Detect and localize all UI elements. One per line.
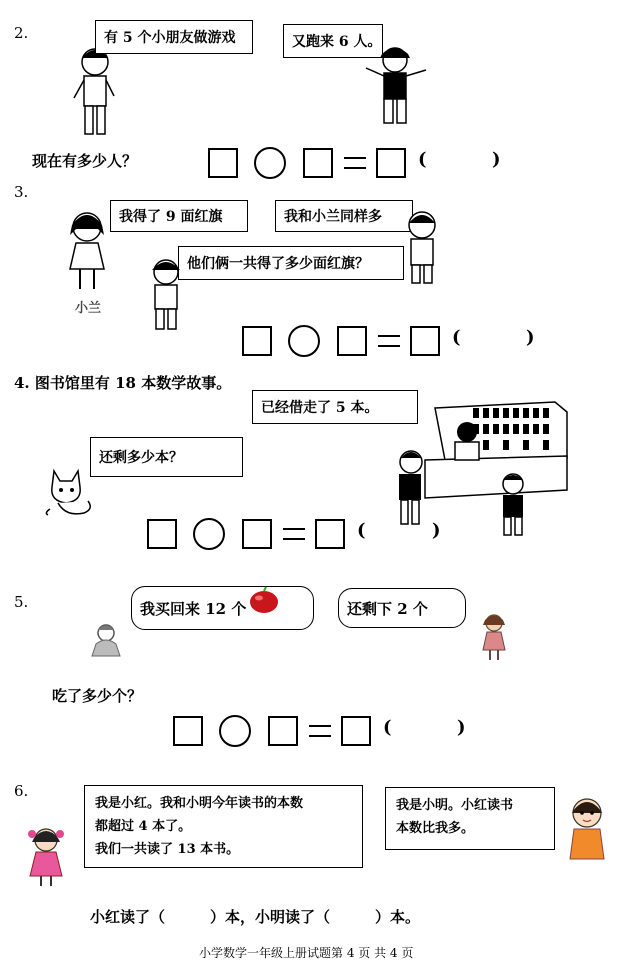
speech-bubble-right: 又跑来 6 人。 [283,24,383,58]
boy-figure-icon [70,40,120,140]
operator-circle[interactable] [288,325,320,357]
boy-figure-icon [144,254,188,332]
bubble-line: 我们一共读了 13 本书。 [95,842,240,857]
girl-figure-icon [62,205,112,293]
close-paren: ) [457,717,466,738]
bubble-line: 都超过 4 本了。 [95,819,192,834]
answer-box[interactable] [147,519,177,549]
speech-bubble-right: 还剩下 2 个 [338,588,466,628]
speech-bubble-center: 他们俩一共得了多少面红旗？ [178,246,404,280]
answer-box[interactable] [268,716,298,746]
equals-sign [309,725,331,737]
answer-box[interactable] [303,148,333,178]
equals-sign [344,157,366,169]
problem-5-number: 5. [14,593,29,611]
cat-icon [42,463,98,518]
close-paren: ) [526,327,535,348]
page-footer: 小学数学一年级上册试题第 4 页 共 4 页 [199,946,414,960]
answer-box[interactable] [315,519,345,549]
answer-box[interactable] [242,326,272,356]
close-paren: ) [492,149,501,170]
answer-box[interactable] [410,326,440,356]
problem-4-text: 4. 图书馆里有 18 本数学故事。 [14,374,232,392]
answer-box[interactable] [173,716,203,746]
boy-figure-icon [400,205,444,285]
apple-icon [248,586,280,614]
library-counter-icon [385,398,571,538]
problem-6-number: 6. [14,782,29,800]
speech-bubble-left: 有 5 个小朋友做游戏 [95,20,253,54]
boy-figure-icon [564,793,610,863]
girl-figure-icon [478,612,510,662]
bubble-text: 我买回来 12 个 [140,599,247,618]
answer-box[interactable] [208,148,238,178]
speech-bubble-left [84,785,363,868]
operator-circle[interactable] [254,147,286,179]
question-text: 吃了多少个？ [52,687,143,705]
open-paren: ( [383,717,392,738]
bubble-line: 我是小明。小红读书 [396,798,514,813]
answer-box[interactable] [242,519,272,549]
operator-circle[interactable] [193,518,225,550]
speech-bubble-right: 我和小兰同样多 [275,200,413,232]
bubble-line: 本数比我多。 [396,821,475,836]
boy-running-icon [360,40,430,132]
speech-bubble-right [385,787,555,850]
speech-bubble-left [131,586,314,630]
girl-figure-icon [26,824,66,888]
speech-bubble-left: 还剩多少本？ [90,437,243,477]
speech-bubble-left: 我得了 9 面红旗 [110,200,248,232]
answer-sentence: 小红读了（ ）本，小明读了（ ）本。 [90,908,421,926]
open-paren: ( [357,520,366,541]
open-paren: ( [452,327,461,348]
name-label: 小兰 [75,301,102,316]
answer-box[interactable] [337,326,367,356]
equals-sign [283,528,305,540]
operator-circle[interactable] [219,715,251,747]
speech-bubble-top: 已经借走了 5 本。 [252,390,418,424]
close-paren: ) [432,520,441,541]
girl-figure-icon [88,622,124,660]
open-paren: ( [418,149,427,170]
bubble-line: 我是小红。我和小明今年读书的本数 [95,796,304,811]
question-text: 现在有多少人？ [32,152,138,170]
problem-2-number: 2. [14,24,29,42]
answer-box[interactable] [341,716,371,746]
answer-box[interactable] [376,148,406,178]
equals-sign [378,335,400,347]
problem-3-number: 3. [14,183,29,201]
